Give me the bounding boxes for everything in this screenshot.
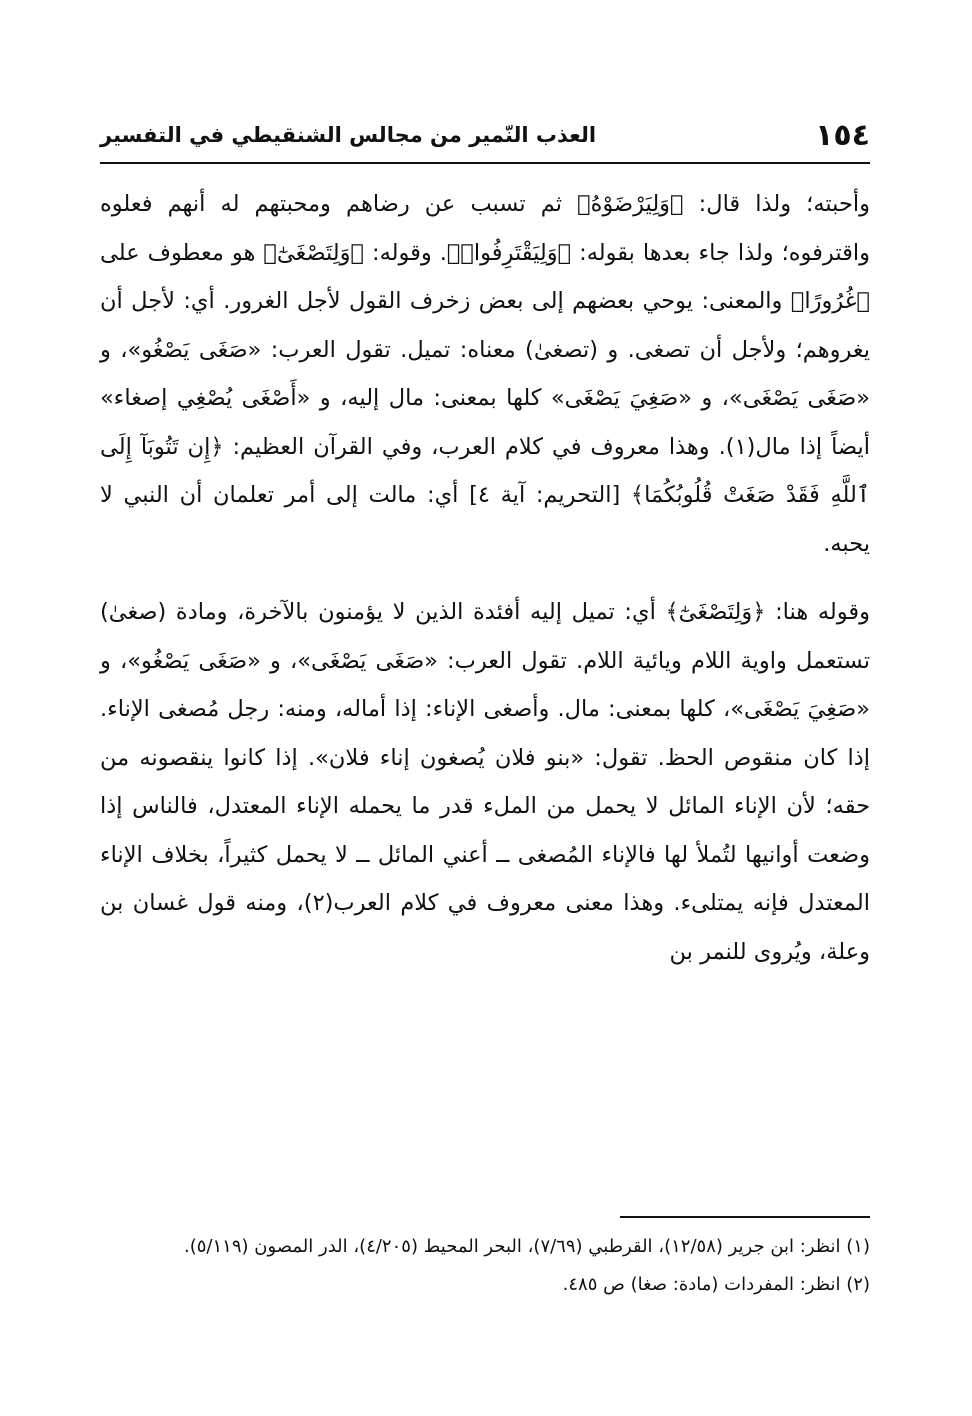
footnotes bbox=[100, 1216, 870, 1304]
footnote: (٢) انظر: المفردات (مادة: صغا) ص ٤٨٥. bbox=[562, 1274, 870, 1295]
paragraph: وقوله هنا: ﴿وَلِتَصْغَىٰٓ﴾ أي: تميل إليه أفئدة الذين لا يؤمنون بالآخرة، ومادة (صغىٰ) تستعمل واوية اللام ويائية اللام. تقول العرب: «صَغَى يَصْغَى»، و «صَغَى يَصْغُو»، و «صَغِيَ يَصْغَى»، كلها بمعنى: مال. وأصغى الإناء: إذا أماله، ومنه: رجل مُصغى الإناء. إذا كان منقوص الحظ. تقول: «بنو فلان يُصغون إناء فلان». إذا كانوا ينقصونه من حقه؛ لأن الإناء المائل لا يحمل من الملء قدر ما يحمله الإناء المعتدل، فالناس إذا وضعت أوانيها لتُملأ لها فالإناء المُصغى ــ أعني المائل ــ لا يحمل كثيراً، بخلاف الإناء المعتدل فإنه يمتلىء. وهذا معنى معروف في كلام العرب(٢)، ومنه قول غسان بن وعلة، ويُروى للنمر بن bbox=[100, 599, 870, 965]
page-header bbox=[100, 108, 870, 164]
footnote-divider bbox=[620, 1216, 870, 1218]
body-text bbox=[100, 180, 870, 976]
footnote: (١) انظر: ابن جرير (١٢/٥٨)، القرطبي (٧/٦٩)، البحر المحيط (٤/٢٠٥)، الدر المصون (٥/١١٩). bbox=[184, 1236, 870, 1257]
paragraph: وأحبته؛ ولذا قال: ﴿وَلِيَرْضَوْهُ﴾ ثم تسبب عن رضاهم ومحبتهم له أنهم فعلوه واقترفوه؛ ولذا جاء بعدها بقوله: ﴿وَلِيَقْتَرِفُوا۟﴾. وقوله: ﴿وَلِتَصْغَىٰٓ﴾ هو معطوف على ﴿غُرُورًا﴾ والمعنى: يوحي بعضهم إلى بعض زخرف القول لأجل الغرور. أي: لأجل أن يغروهم؛ ولأجل أن تصغى. و (تصغىٰ) معناه: تميل. تقول العرب: «صَغَى يَصْغُو»، و «صَغَى يَصْغَى»، و «صَغِيَ يَصْغَى» كلها بمعنى: مال إليه، و «أَصْغَى يُصْغِي إصغاء» أيضاً إذا مال(١). وهذا معروف في كلام العرب، وفي القرآن العظيم: ﴿إِن تَتُوبَآ إِلَى ٱللَّهِ فَقَدْ صَغَتْ قُلُوبُكُمَا﴾ [التحريم: آية ٤] أي: مالت إلى أمر تعلمان أن النبي لا يحبه. bbox=[100, 191, 870, 557]
page-number: ١٥٤ bbox=[815, 117, 870, 153]
book-page bbox=[100, 108, 870, 1388]
running-title: العذب النّمير من مجالس الشنقيطي في التفسير bbox=[100, 123, 597, 147]
